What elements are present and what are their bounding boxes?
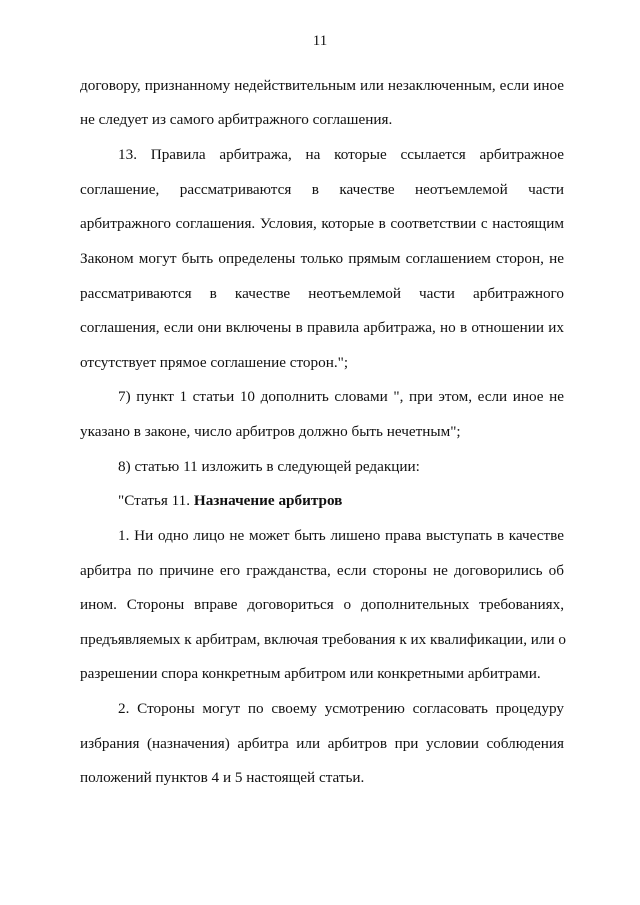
- text-line: положений пунктов 4 и 5 настоящей статьи.: [80, 769, 365, 786]
- text-line: не следует из самого арбитражного соглашения.: [80, 111, 393, 128]
- text-line: договору, признанному недействительным или незаключенным, если иное: [80, 77, 564, 94]
- text-line: ином. Стороны вправе договориться о дополнительных требованиях,: [80, 596, 564, 613]
- text-line: соглашения, если они включены в правила арбитража, но в отношении их: [80, 319, 564, 336]
- text-line: предъявляемых к арбитрам, включая требования к их квалификации, или о: [80, 631, 567, 648]
- text-line: 2. Стороны могут по своему усмотрению согласовать процедуру: [118, 700, 564, 717]
- text-line: 1. Ни одно лицо не может быть лишено права выступать в качестве: [118, 527, 564, 544]
- text-line: 8) статью 11 изложить в следующей редакции:: [118, 458, 420, 475]
- article-heading: [118, 491, 564, 511]
- text-line: рассматриваются в качестве неотъемлемой части арбитражного: [80, 285, 564, 302]
- text-line: избрания (назначения) арбитра или арбитров при условии соблюдения: [80, 735, 564, 752]
- text-line: указано в законе, число арбитров должно быть нечетным";: [80, 423, 461, 440]
- text-line: арбитра по причине его гражданства, если стороны не договорились об: [80, 562, 564, 579]
- text-line: арбитражного соглашения. Условия, которые в соответствии с настоящим: [80, 215, 564, 232]
- text-line: 13. Правила арбитража, на которые ссылается арбитражное: [118, 146, 564, 163]
- text-line: отсутствует прямое соглашение сторон.";: [80, 354, 349, 371]
- text-line: 7) пункт 1 статьи 10 дополнить словами ", при этом, если иное не: [118, 388, 564, 405]
- text-line: соглашение, рассматриваются в качестве неотъемлемой части: [80, 181, 564, 198]
- page-number: 11: [312, 33, 328, 49]
- text-line: Законом могут быть определены только прямым соглашением сторон, не: [80, 250, 564, 267]
- article-heading-number: "Статья 11.: [118, 492, 194, 509]
- article-heading-title: Назначение арбитров: [193, 492, 343, 509]
- text-line: разрешении спора конкретным арбитром или конкретными арбитрами.: [80, 665, 541, 682]
